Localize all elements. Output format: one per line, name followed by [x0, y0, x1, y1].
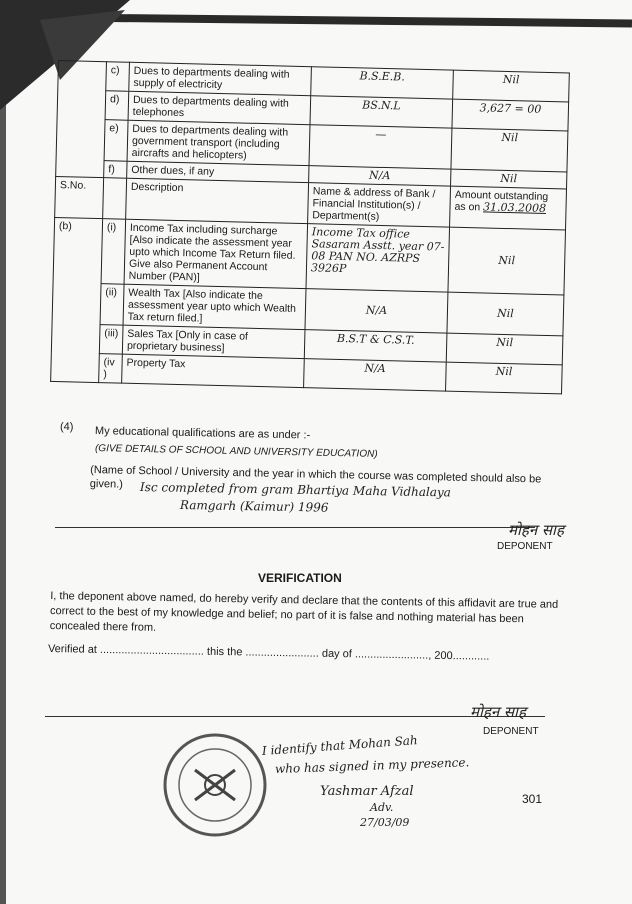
identification-line2: who has signed in my presence. — [274, 755, 470, 776]
row-bank: B.S.E.B. — [311, 67, 454, 99]
row-amount: Nil — [447, 292, 564, 336]
row-amount: Nil — [446, 362, 563, 394]
row-description: Other dues, if any — [127, 161, 309, 182]
education-heading: My educational qualifications are as under :- — [94, 425, 311, 442]
deponent-label: DEPONENT — [483, 726, 539, 737]
header-sno: S.No. — [55, 176, 104, 218]
row-description: Property Tax — [122, 354, 305, 387]
row-label: (iv ) — [99, 354, 123, 384]
scan-edge-left — [0, 0, 6, 904]
row-label: (i) — [101, 219, 126, 285]
education-instruction: (Name of School / University and the year in which the course was completed should also be given.) — [89, 464, 542, 491]
row-label: d) — [105, 91, 129, 121]
row-description: Sales Tax [Only in case of proprietary business] — [122, 325, 305, 358]
advocate-role: Adv. — [370, 801, 394, 814]
row-description: Dues to departments dealing with government transport (including aircrafts and helicopters) — [127, 120, 310, 165]
section-label: (b) — [51, 217, 103, 382]
row-amount: 3,627 = 00 — [452, 99, 569, 131]
row-label: f) — [104, 161, 127, 179]
page-number: 301 — [522, 792, 543, 806]
row-bank: Income Tax office Sasaram Asstt. year 07-08 PAN NO. AZRPS 3926P — [306, 224, 450, 292]
row-label: e) — [104, 120, 128, 162]
row-description: Income Tax including surcharge [Also indicate the assessment year upto which Income Tax Return filed. Give also Permanent Account Number (PAN)] — [124, 219, 308, 288]
header-amount: Amount outstanding as on 31.03.2008 — [450, 186, 567, 230]
table-row — [53, 217, 565, 294]
amount-date: 31.03.2008 — [482, 200, 547, 215]
header-description: Description — [126, 178, 309, 223]
education-handwritten-line1: Isc completed from gram Bhartiya Maha Vidhalaya — [139, 480, 452, 500]
row-bank: — — [309, 125, 452, 169]
dues-table — [50, 60, 570, 394]
deponent-label: DEPONENT — [497, 541, 553, 552]
row-label: (iii) — [99, 325, 123, 355]
row-bank: N/A — [305, 289, 448, 333]
header-bank: Name & address of Bank / Financial Institution(s) / Department(s) — [308, 183, 451, 227]
row-description: Wealth Tax [Also indicate the assessment year upto which Wealth Tax return filed.] — [123, 284, 306, 329]
verification-body: I, the deponent above named, do hereby verify and declare that the contents of this affidavit are true and correct to the best of my knowledge and belief; no part of it is false and nothing material has been concealed there from. — [49, 590, 559, 634]
row-amount: Nil — [453, 70, 570, 102]
education-subheading: (GIVE DETAILS OF SCHOOL AND UNIVERSITY EDUCATION) — [94, 443, 378, 460]
identification-date: 27/03/09 — [360, 816, 410, 829]
scan-edge-top — [110, 14, 632, 27]
education-number: (4) — [60, 421, 74, 433]
row-bank: B.S.T & C.S.T. — [304, 330, 447, 362]
row-bank: BS.N.L — [310, 96, 453, 128]
row-bank: N/A — [309, 166, 451, 186]
row-description: Dues to departments dealing with telephones — [128, 91, 311, 124]
row-amount: Nil — [451, 128, 568, 172]
verification-date-line: Verified at .................................. this the ........................ day of ........................, 200............ — [47, 643, 490, 663]
identification-line1: I identify that Mohan Sah — [261, 733, 419, 758]
row-bank: N/A — [304, 359, 447, 391]
deponent-signature: मोहन साह — [508, 521, 564, 539]
advocate-signature: Yashmar Afzal — [320, 784, 414, 799]
row-description: Dues to departments dealing with supply of electricity — [129, 62, 312, 95]
row-amount: Nil — [448, 227, 566, 295]
deponent-signature: मोहन साह — [470, 703, 526, 721]
row-amount: Nil — [446, 333, 563, 365]
row-amount: Nil — [451, 169, 567, 189]
verification-title: VERIFICATION — [258, 571, 342, 585]
education-handwritten-line2: Ramgarh (Kaimur) 1996 — [179, 498, 329, 515]
divider-line — [55, 527, 535, 528]
notary-stamp-icon — [160, 730, 270, 840]
row-label: c) — [106, 62, 130, 92]
row-label: (ii) — [100, 284, 124, 326]
